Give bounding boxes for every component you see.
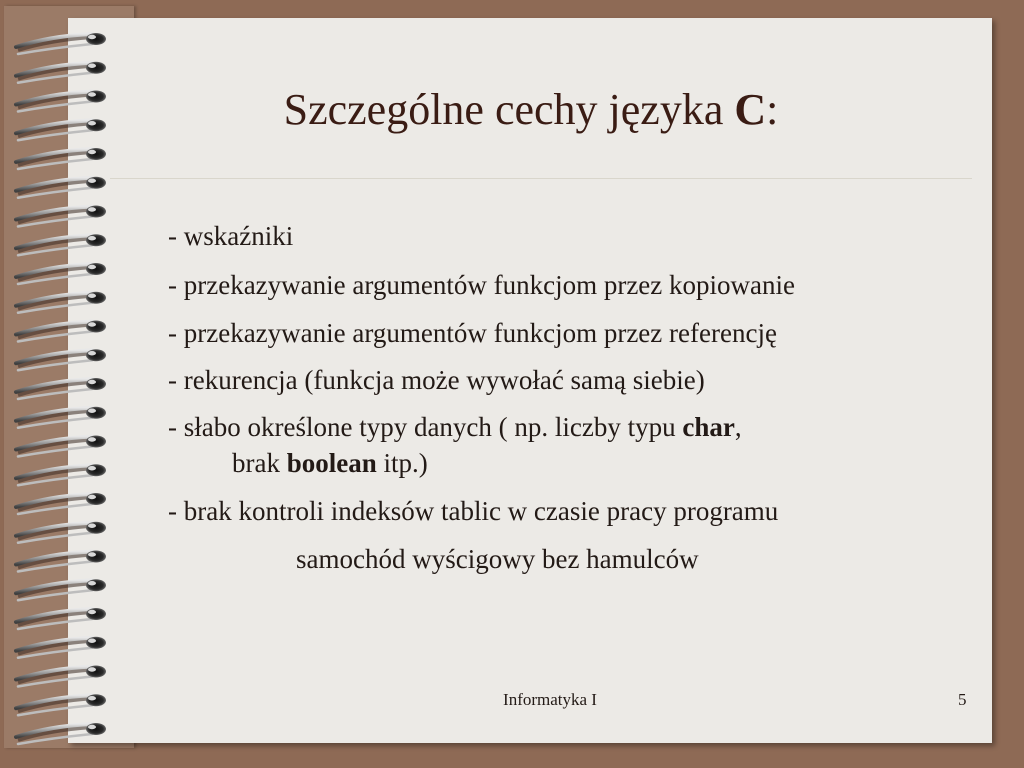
list-item xyxy=(168,409,978,445)
spiral-coil-icon xyxy=(16,464,106,485)
list-item-text: itp.) xyxy=(376,448,428,478)
list-item-text: , xyxy=(734,412,742,442)
spiral-coil-icon xyxy=(16,349,106,370)
keyword-boolean: boolean xyxy=(286,448,377,478)
spiral-coil-icon xyxy=(16,637,106,658)
spiral-coil-icon xyxy=(16,608,106,629)
keyword-char: char xyxy=(682,412,735,442)
spiral-coil-icon xyxy=(16,234,106,255)
spiral-coil-icon xyxy=(16,148,106,169)
slide-title xyxy=(70,80,992,140)
spiral-coil-icon xyxy=(16,723,106,744)
list-item: - wskaźniki xyxy=(168,221,294,251)
spiral-coil-icon xyxy=(16,33,106,54)
spiral-coil-icon xyxy=(16,292,106,313)
spiral-coil-icon xyxy=(16,321,106,342)
title-colon: : xyxy=(766,85,779,134)
spiral-coil-icon xyxy=(16,493,106,514)
spiral-coil-icon xyxy=(16,436,106,457)
spiral-coil-icon xyxy=(16,378,106,399)
list-item-continuation xyxy=(168,445,978,481)
spiral-coil-icon xyxy=(16,263,106,284)
spiral-coil-icon xyxy=(16,177,106,198)
title-divider xyxy=(110,178,972,179)
spiral-coil-icon xyxy=(16,551,106,572)
title-text: Szczególne cechy języka xyxy=(283,85,735,134)
list-item: - rekurencja (funkcja może wywołać samą siebie) xyxy=(168,365,705,395)
spiral-coil-icon xyxy=(16,206,106,227)
list-item-text: - słabo określone typy danych ( np. liczby typu xyxy=(168,412,683,442)
list-item: - przekazywanie argumentów funkcjom przez referencję xyxy=(168,318,777,348)
analogy-text: samochód wyścigowy bez hamulców xyxy=(296,544,699,574)
bullet-list xyxy=(168,218,978,577)
spiral-coil-icon xyxy=(16,579,106,600)
spiral-coil-icon xyxy=(16,522,106,543)
list-item: - brak kontroli indeksów tablic w czasie pracy programu xyxy=(168,496,779,526)
page-number: 5 xyxy=(958,690,967,709)
list-item-text: brak xyxy=(232,448,287,478)
title-language-name: C xyxy=(734,85,767,134)
list-item: - przekazywanie argumentów funkcjom przez kopiowanie xyxy=(168,270,795,300)
footer-title: Informatyka I xyxy=(503,690,597,709)
spiral-coil-icon xyxy=(16,666,106,687)
spiral-coil-icon xyxy=(16,407,106,428)
